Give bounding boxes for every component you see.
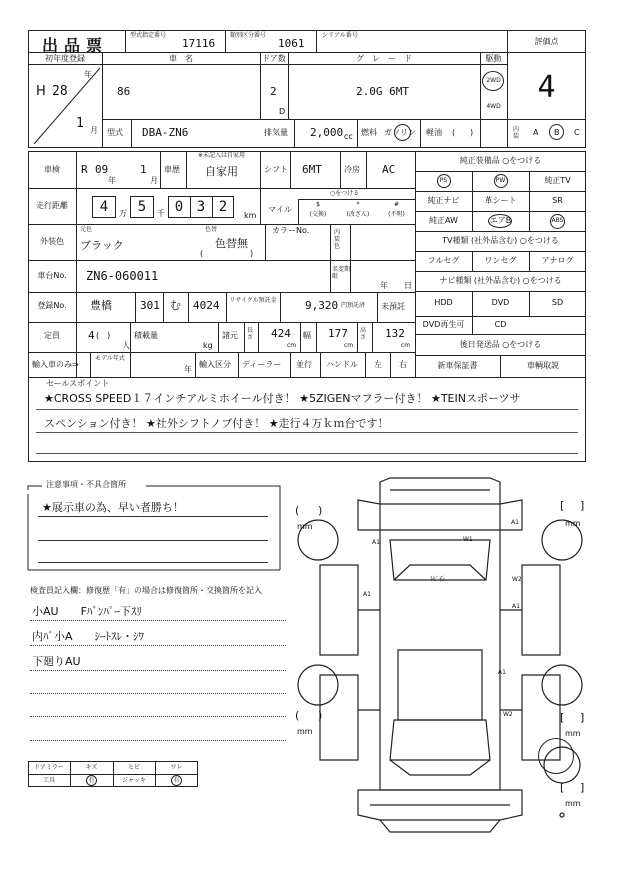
mark-a1-5: A1 bbox=[498, 669, 506, 676]
import-type-label: 輸入区分 bbox=[199, 360, 231, 369]
model-year-label: モデル年式 bbox=[95, 355, 125, 362]
diag-mm-4: mm bbox=[565, 729, 581, 738]
fuel-gasoline: ガソリン bbox=[384, 128, 416, 137]
dvd-play: DVD再生可 bbox=[422, 320, 465, 329]
legend-h3: ヒビ bbox=[127, 764, 140, 771]
first-reg-label: 初年度登録 bbox=[45, 54, 85, 63]
equip-nav: 純正ナビ bbox=[427, 196, 460, 205]
diag-sq-close-5: ] bbox=[580, 781, 585, 794]
reg-kana: む bbox=[170, 299, 181, 312]
shaken-month-unit: 月 bbox=[150, 176, 158, 185]
capacity-paren: ( ) bbox=[96, 331, 111, 340]
score-value: 4 bbox=[537, 70, 556, 105]
legend-r2: 有 bbox=[88, 777, 95, 784]
equip-aw: 純正AW bbox=[429, 216, 458, 225]
notes-frame bbox=[26, 484, 284, 574]
history-label: 車歴 bbox=[164, 165, 180, 174]
reg-era: H bbox=[36, 84, 46, 99]
history-value: 自家用 bbox=[205, 165, 238, 178]
diag-sq-open-5: [ bbox=[560, 781, 565, 794]
equip-ps: PS bbox=[439, 177, 448, 184]
serial-label: シリアル番号 bbox=[322, 32, 358, 39]
length-label: 長さ bbox=[247, 327, 254, 342]
fuel-other-open: ( bbox=[452, 128, 456, 137]
mileage-man: 万 bbox=[119, 209, 127, 218]
meter-unknown: (不明) bbox=[388, 211, 405, 218]
shaken-label: 車検 bbox=[44, 165, 60, 174]
legend-h4: ワレ bbox=[170, 764, 183, 771]
mark-w1: W1 bbox=[463, 536, 473, 543]
color-change: 色替無 bbox=[215, 237, 248, 250]
diag-mm-3: mm bbox=[297, 727, 313, 736]
reg-year: 28 bbox=[52, 84, 68, 99]
cd: CD bbox=[494, 320, 507, 329]
recycle-label: リサイクル預託金 bbox=[229, 297, 277, 304]
color-no-label: カラーNo. bbox=[272, 226, 310, 235]
displacement-unit: cc bbox=[344, 132, 353, 141]
mark-a1-3: A1 bbox=[363, 591, 371, 598]
interior-color-label: 内装色 bbox=[334, 229, 341, 251]
mileage-sen: 千 bbox=[157, 209, 165, 218]
equip-leather: 革シート bbox=[484, 196, 517, 205]
tv-oneseg: ワンセグ bbox=[484, 256, 517, 265]
length-cm: cm bbox=[287, 342, 297, 349]
interior-c: C bbox=[574, 128, 580, 137]
load-unit: kg bbox=[203, 341, 213, 350]
dimensions-label: 諸元 bbox=[222, 331, 238, 340]
legend-h1: ドアミラー bbox=[34, 764, 64, 771]
nav-dvd: DVD bbox=[491, 298, 510, 307]
diag-mm-5: mm bbox=[565, 799, 581, 808]
manual: 車輌取説 bbox=[527, 361, 559, 370]
model-code: DBA-ZN6 bbox=[142, 126, 189, 139]
diag-mm-1: mm bbox=[297, 522, 313, 531]
interior-b: B bbox=[554, 128, 560, 137]
diag-sq-open-4: [ bbox=[560, 711, 565, 724]
diag-close-1: ) bbox=[318, 504, 323, 517]
diag-close-3: ) bbox=[318, 709, 323, 722]
nav-hdd: HDD bbox=[434, 298, 453, 307]
meter-label: マイル bbox=[268, 205, 292, 214]
car-diagram bbox=[290, 470, 600, 850]
color-label: 外装色 bbox=[40, 237, 64, 246]
kata-value: 17116 bbox=[182, 37, 216, 50]
shift-value: 6MT bbox=[302, 163, 322, 176]
kata-label: 型式指定番号 bbox=[130, 32, 167, 39]
notes-label: 注意事項・不具合箇所 bbox=[46, 480, 126, 489]
shaken-year: 09 bbox=[95, 163, 109, 176]
nav-sd: SD bbox=[551, 298, 564, 307]
doors: 2 bbox=[270, 85, 277, 98]
door-suffix: D bbox=[279, 107, 286, 116]
title-day: 日 bbox=[404, 281, 412, 290]
orig-color: ブラック bbox=[80, 239, 124, 252]
shaken-era: R bbox=[81, 163, 88, 176]
tv-type-label: TV種類 (社外品含む) ○をつける bbox=[442, 236, 559, 245]
grade-label: グ レ ー ド bbox=[356, 54, 412, 63]
fuel-other-close: ) bbox=[470, 128, 474, 137]
displacement-label: 排気量 bbox=[264, 128, 288, 137]
mileage-km: km bbox=[244, 211, 257, 220]
fuel-label: 燃料 bbox=[361, 128, 377, 137]
equip-pw: PW bbox=[495, 177, 506, 184]
doors-label: ドア数 bbox=[262, 54, 286, 63]
import-year-unit: 年 bbox=[184, 365, 192, 374]
history-note: ※未記入は自家用 bbox=[198, 152, 246, 159]
chassis-label: 車台No. bbox=[37, 271, 67, 280]
tv-fullseg: フルセグ bbox=[427, 256, 460, 265]
displacement: 2,000 bbox=[310, 126, 344, 139]
mileage-digit-3: 0 bbox=[174, 199, 184, 215]
shaken-year-unit: 年 bbox=[108, 176, 116, 185]
recycle-pending: 未預託 bbox=[381, 302, 405, 311]
mark-a1-2: A1 bbox=[511, 519, 519, 526]
reg-area: 豊橋 bbox=[90, 299, 112, 312]
ruibetsu-value: 1061 bbox=[278, 37, 305, 50]
mark-w2-1: W2 bbox=[512, 576, 522, 583]
mark-a1-4: A1 bbox=[512, 603, 520, 610]
score-label: 評価点 bbox=[534, 37, 559, 46]
inspector-line-2: 内ﾊﾞ小A ｼｰﾄｽﾚ・ｼﾜ bbox=[32, 630, 145, 643]
orig-color-label: 元色 bbox=[80, 226, 93, 233]
notes-line-1: ★展示車の為、早い者勝ち！ bbox=[42, 501, 184, 514]
warranty: 新車保証書 bbox=[437, 361, 478, 370]
legend-r1: 工具 bbox=[42, 777, 55, 784]
equip-abs: ABS bbox=[551, 217, 564, 224]
ac-label: 冷房 bbox=[344, 165, 360, 174]
mileage-digit-1: 4 bbox=[99, 199, 109, 215]
height: 132 bbox=[385, 327, 405, 340]
height-label: 高さ bbox=[360, 327, 367, 342]
sales-line-1: ★CROSS SPEED１７インチアルミホイール付き！ ★5ZIGENマフラー付き！ ★TEINスポーツサ bbox=[44, 392, 521, 405]
mark-a1-1: A1 bbox=[372, 539, 380, 546]
inspector-label: 検査員記入欄：修復歴「有」の場合は修復箇所・交換箇所を記入 bbox=[30, 586, 262, 595]
handle-left: 左 bbox=[374, 360, 382, 369]
handle-right: 右 bbox=[399, 360, 407, 369]
form-title: 出品票 bbox=[42, 36, 109, 55]
reg-class: 301 bbox=[140, 299, 160, 312]
reg-month-unit: 月 bbox=[90, 126, 98, 135]
diag-mm-2: mm bbox=[565, 519, 581, 528]
equip-airbag: エアB bbox=[489, 216, 512, 225]
width-cm: cm bbox=[344, 342, 354, 349]
drive-2wd: 2WD bbox=[486, 77, 501, 84]
import-dealer: ディーラー bbox=[242, 360, 282, 369]
grade: 2.0G 6MT bbox=[356, 85, 409, 98]
mileage-digit-4: 3 bbox=[196, 199, 206, 215]
width-label: 幅 bbox=[303, 331, 311, 340]
spare-wheel-circle bbox=[538, 738, 574, 774]
handle-label: ハンドル bbox=[326, 360, 358, 369]
shaken-month: 1 bbox=[140, 163, 147, 176]
reg-year-unit: 年 bbox=[84, 70, 92, 79]
car-name-label: 車 名 bbox=[169, 54, 193, 63]
reg-month: 1 bbox=[76, 116, 84, 131]
title-change-label: 名変期限 bbox=[332, 266, 351, 281]
inspector-line-3: 下廻りAU bbox=[32, 655, 81, 668]
shift-label: シフト bbox=[264, 165, 288, 174]
mileage-label: 走行距離 bbox=[36, 201, 68, 210]
factory-equip-label: 純正装備品 ○をつける bbox=[459, 156, 542, 165]
diag-sq-open-2: [ bbox=[560, 499, 565, 512]
legend-h2: キズ bbox=[85, 764, 98, 771]
mark-tobi: ﾄﾋﾞ石 bbox=[430, 576, 446, 583]
mileage-digit-2: 5 bbox=[137, 199, 147, 215]
interior-a: A bbox=[533, 128, 539, 137]
diag-sq-close-4: ] bbox=[580, 711, 585, 724]
color-change-open: ( bbox=[200, 249, 204, 258]
mileage-digit-5: 2 bbox=[218, 199, 228, 215]
chassis-no: ZN6-060011 bbox=[86, 269, 159, 283]
fuel-diesel: 軽油 bbox=[426, 128, 442, 137]
capacity-unit: 人 bbox=[122, 341, 130, 350]
color-code-label: 色替 bbox=[205, 226, 218, 233]
legend-r3: ジャッキ bbox=[122, 777, 146, 784]
height-cm: cm bbox=[401, 342, 411, 349]
drive-4wd: 4WD bbox=[486, 103, 501, 110]
reg-num: 4024 bbox=[193, 299, 220, 312]
equip-sr: SR bbox=[552, 196, 563, 205]
recycle-amount: 9,320 bbox=[305, 299, 339, 312]
diag-open-3: ( bbox=[295, 709, 300, 722]
legend-r4: 有 bbox=[173, 777, 180, 784]
sales-label: セールスポイント bbox=[46, 379, 110, 388]
capacity-label: 定員 bbox=[44, 331, 60, 340]
capacity: 4 bbox=[88, 329, 95, 342]
ruibetsu-label: 類別区分番号 bbox=[230, 32, 267, 39]
title-year: 年 bbox=[380, 281, 388, 290]
color-change-close: ) bbox=[250, 249, 254, 258]
import-parallel: 並行 bbox=[296, 360, 312, 369]
later-label: 後日発送品 ○をつける bbox=[459, 340, 542, 349]
tv-analog: アナログ bbox=[541, 256, 574, 265]
reg-no-label: 登録No. bbox=[37, 301, 67, 310]
meter-dollar: $ bbox=[316, 201, 320, 208]
recycle-deposited: 円預託済 bbox=[341, 302, 366, 309]
car-name: 86 bbox=[117, 85, 131, 98]
equip-tv: 純正TV bbox=[544, 176, 571, 185]
meter-exchange: (交換) bbox=[309, 211, 327, 218]
meter-note: ○をつける bbox=[330, 190, 360, 197]
meter-tampered: (改ざん) bbox=[346, 211, 370, 218]
model-label: 型式 bbox=[107, 128, 123, 137]
diag-open-1: ( bbox=[295, 504, 300, 517]
load-label: 積載量 bbox=[134, 331, 158, 340]
length: 424 bbox=[271, 327, 291, 340]
width: 177 bbox=[328, 327, 348, 340]
meter-star: * bbox=[356, 201, 360, 208]
interior-label: 内装 bbox=[513, 126, 520, 140]
mark-w2-2: W2 bbox=[503, 711, 513, 718]
drive-label: 駆動 bbox=[485, 54, 502, 63]
ac-value: AC bbox=[382, 163, 396, 176]
nav-type-label: ナビ種類 (社外品含む) ○をつける bbox=[439, 276, 562, 285]
sales-line-2: スペンション付き！ ★社外シフトノブ付き！ ★走行４万ｋｍ台です！ bbox=[44, 417, 389, 430]
interior-b-circle bbox=[549, 124, 564, 140]
diag-sq-close-2: ] bbox=[580, 499, 585, 512]
inspector-line-1: 小AU Fﾊﾞﾝﾊﾟｰ下ｽﾘ bbox=[32, 605, 142, 618]
import-label: 輸入車のみ⇒ bbox=[32, 360, 79, 369]
fuel-gasoline-circle bbox=[394, 124, 411, 141]
meter-hash: # bbox=[393, 201, 400, 208]
